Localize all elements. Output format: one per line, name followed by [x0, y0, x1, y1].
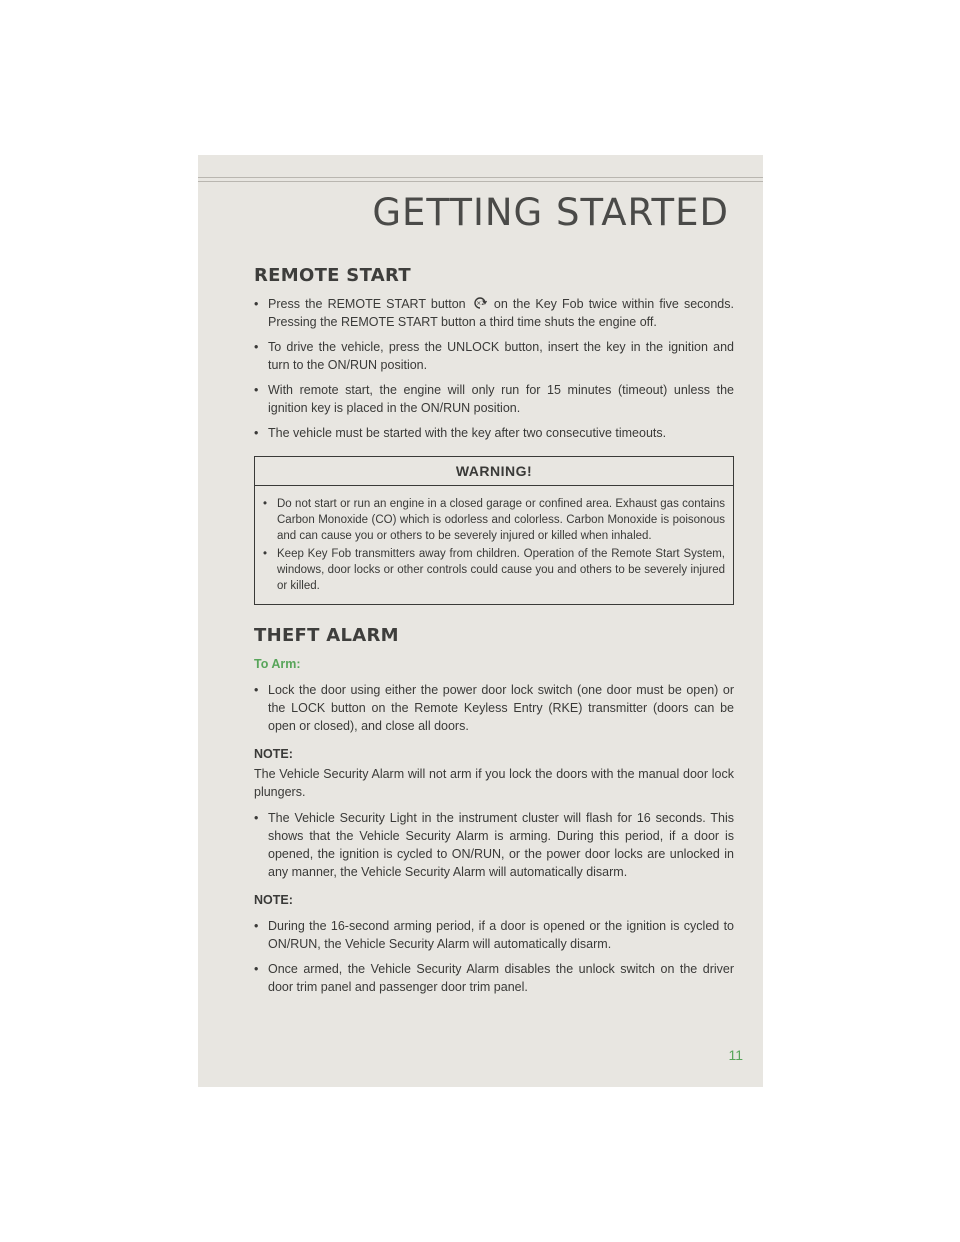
note-text-1: The Vehicle Security Alarm will not arm if you lock the doors with the manual door lock plungers.: [254, 767, 734, 799]
remote-start-icon: [473, 296, 487, 310]
page-content: [254, 267, 734, 1003]
theft-alarm-bullet-2: • The Vehicle Security Light in the instrument cluster will flash for 16 seconds. This shows that the Vehicle Security Alarm is arming. During this period, if a door is opened, the ignition is cycled to ON/RUN, or the power door locks are unlocked in any manner, the Vehicle Security Alarm will automatically disarm.: [254, 809, 734, 881]
header-rule-bottom: [198, 181, 763, 182]
to-arm-subheading: To Arm:: [254, 657, 301, 671]
warning-body: [255, 486, 733, 604]
warning-item-1: • Do not start or run an engine in a closed garage or confined area. Exhaust gas contains Carbon Monoxide (CO) which is odorless and colorless. Carbon Monoxide is poisonous and can cause you or others to be severely injured or killed when inhaled.: [263, 496, 725, 544]
remote-start-heading: REMOTE START: [254, 265, 411, 286]
theft-alarm-bullet-1: • Lock the door using either the power door lock switch (one door must be open) or the LOCK button on the Remote Keyless Entry (RKE) transmitter (doors can be open or closed), and close all doors.: [254, 681, 734, 735]
note-bullet-1: • During the 16-second arming period, if a door is opened or the ignition is cycled to ON/RUN, the Vehicle Security Alarm will automatically disarm.: [254, 917, 734, 953]
remote-start-bullet-4: • The vehicle must be started with the key after two consecutive timeouts.: [254, 424, 734, 442]
warning-item-2: • Keep Key Fob transmitters away from children. Operation of the Remote Start System, windows, door locks or other controls could cause you and others to be severely injured or killed.: [263, 546, 725, 594]
section-title: GETTING STARTED: [372, 191, 729, 234]
remote-start-bullet-3: • With remote start, the engine will only run for 15 minutes (timeout) unless the ignition key is placed in the ON/RUN position.: [254, 381, 734, 417]
svg-text:×2: ×2: [475, 300, 485, 307]
note-label-1: NOTE:: [254, 747, 293, 761]
manual-page: [198, 155, 763, 1087]
remote-start-bullet-1: • Press the REMOTE START button ×2 on the Key Fob twice within five seconds. Pressing the REMOTE START button a third time shuts the engine off.: [254, 295, 734, 331]
page-number: 11: [728, 1047, 743, 1063]
warning-title: WARNING!: [255, 457, 733, 486]
theft-alarm-heading: THEFT ALARM: [254, 625, 399, 646]
note-label-2: NOTE:: [254, 893, 293, 907]
header-rule-top: [198, 177, 763, 178]
note-bullet-2: • Once armed, the Vehicle Security Alarm disables the unlock switch on the driver door trim panel and passenger door trim panel.: [254, 960, 734, 996]
remote-start-bullet-2: • To drive the vehicle, press the UNLOCK button, insert the key in the ignition and turn to the ON/RUN position.: [254, 338, 734, 374]
warning-box: [254, 456, 734, 605]
